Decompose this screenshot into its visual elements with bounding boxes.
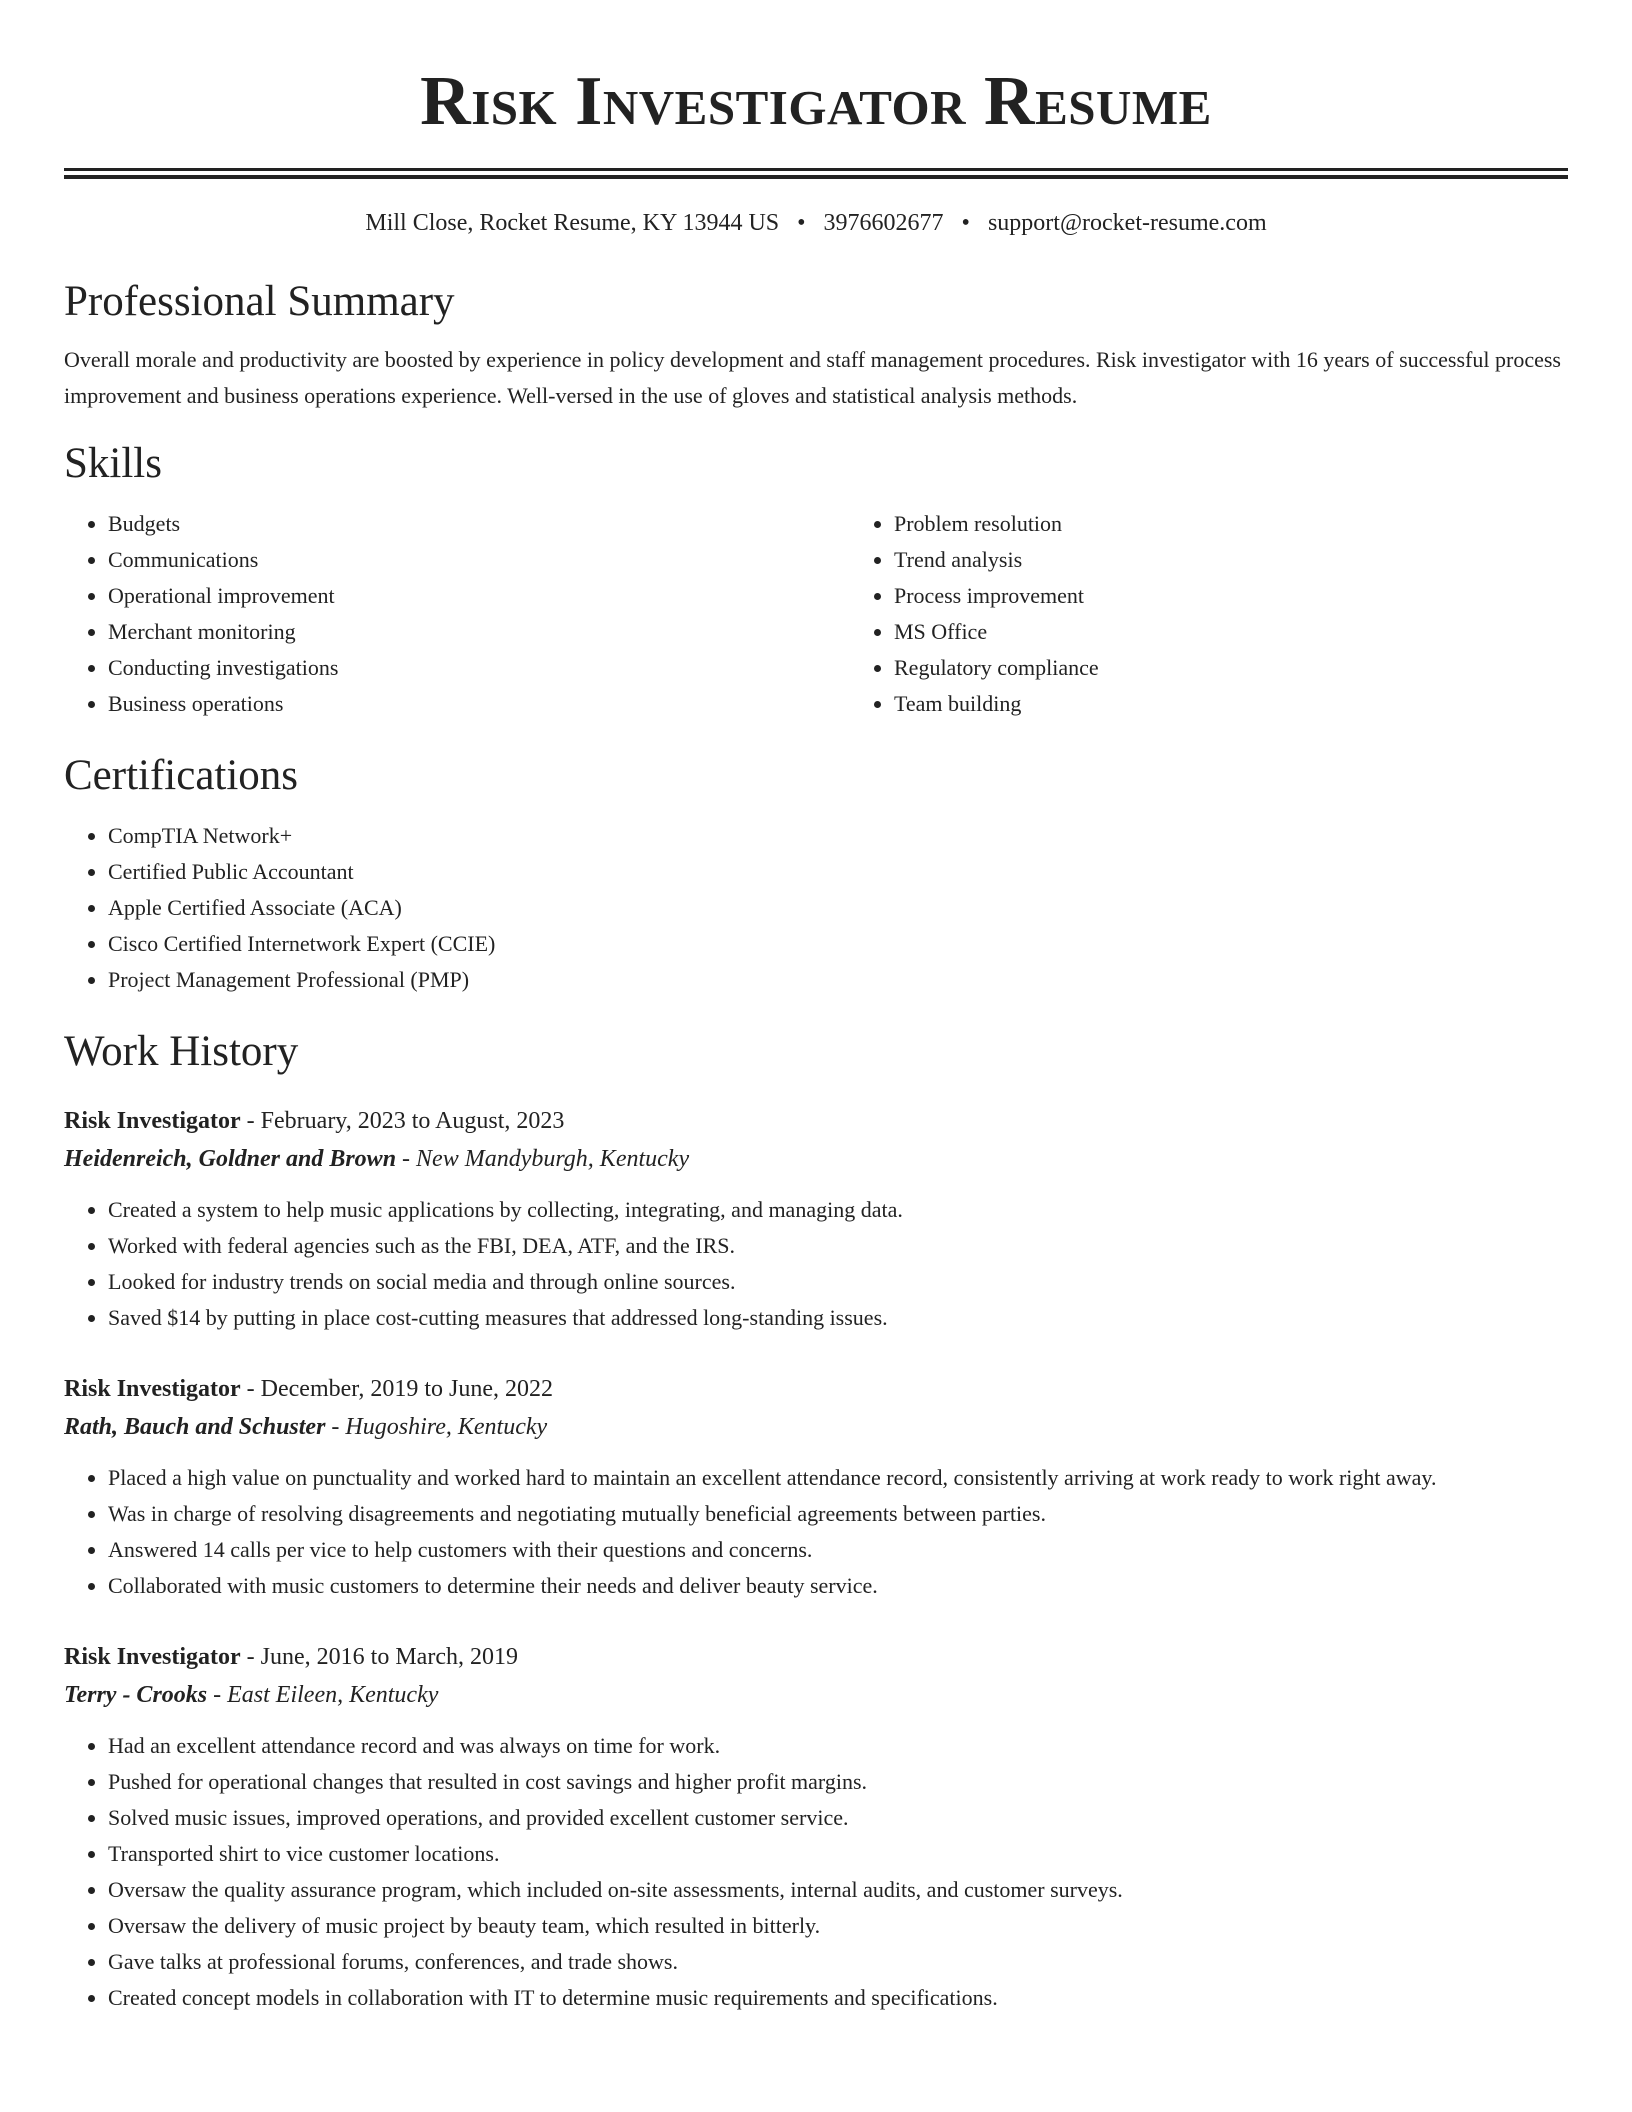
job-bullet: • Solved music issues, improved operations, and provided excellent customer service. xyxy=(108,1800,1568,1836)
job-bullet: • Saved $14 by putting in place cost-cutting measures that addressed long-standing issues. xyxy=(108,1300,1568,1336)
summary-section xyxy=(64,276,1568,414)
job-bullets xyxy=(64,1728,1568,2016)
certifications-section xyxy=(64,750,1568,998)
contact-separator: • xyxy=(961,210,970,236)
certification-item: • Cisco Certified Internetwork Expert (CCIE) xyxy=(108,926,1568,962)
job-title: Risk Investigator xyxy=(64,1376,241,1402)
job-entry xyxy=(64,1638,1568,2016)
job-bullet: • Pushed for operational changes that resulted in cost savings and higher profit margins. xyxy=(108,1764,1568,1800)
job-dash: - xyxy=(207,1682,228,1708)
job-location: Hugoshire, Kentucky xyxy=(345,1414,548,1440)
work-history-section xyxy=(64,1026,1568,2016)
job-title-line xyxy=(64,1370,1568,1408)
job-entry xyxy=(64,1370,1568,1604)
job-bullet: • Answered 14 calls per vice to help customers with their questions and concerns. xyxy=(108,1532,1568,1568)
job-bullet: • Worked with federal agencies such as the FBI, DEA, ATF, and the IRS. xyxy=(108,1228,1568,1264)
skill-item: • Merchant monitoring xyxy=(108,614,850,650)
job-bullet: • Had an excellent attendance record and was always on time for work. xyxy=(108,1728,1568,1764)
skills-grid xyxy=(64,506,1568,722)
certification-item: • Project Management Professional (PMP) xyxy=(108,962,1568,998)
job-dash: - xyxy=(396,1146,417,1172)
skill-item: • Regulatory compliance xyxy=(894,650,1632,686)
summary-text: Overall morale and productivity are boosted by experience in policy development and staff management procedures. Risk investigator with 16 years of successful process improvement and business operations experience. Well-versed in the use of gloves and statistical analysis methods. xyxy=(64,347,1561,408)
job-bullet: • Gave talks at professional forums, conferences, and trade shows. xyxy=(108,1944,1568,1980)
contact-line xyxy=(64,208,1568,238)
job-location: East Eileen, Kentucky xyxy=(227,1682,439,1708)
skill-item: • Business operations xyxy=(108,686,850,722)
job-dash: - xyxy=(325,1414,346,1440)
certification-item: • CompTIA Network+ xyxy=(108,818,1568,854)
skill-item: • Team building xyxy=(894,686,1632,722)
job-bullet: • Was in charge of resolving disagreements and negotiating mutually beneficial agreements between parties. xyxy=(108,1496,1568,1532)
job-dates: February, 2023 to August, 2023 xyxy=(260,1108,565,1134)
job-company: Heidenreich, Goldner and Brown xyxy=(64,1146,397,1172)
skill-item: • MS Office xyxy=(894,614,1632,650)
certifications-list xyxy=(64,818,1568,998)
job-bullet: • Oversaw the delivery of music project by beauty team, which resulted in bitterly. xyxy=(108,1908,1568,1944)
resume-title: Risk Investigator Resume xyxy=(420,63,1212,140)
contact-email: support@rocket-resume.com xyxy=(987,210,1267,236)
skills-list-right xyxy=(850,506,1632,722)
skill-item: • Operational improvement xyxy=(108,578,850,614)
title-divider xyxy=(64,168,1568,171)
job-company-line xyxy=(64,1408,1568,1446)
work-history-heading: Work History xyxy=(64,1028,299,1075)
certification-item: • Apple Certified Associate (ACA) xyxy=(108,890,1568,926)
job-company: Rath, Bauch and Schuster xyxy=(64,1414,326,1440)
job-dates: June, 2016 to March, 2019 xyxy=(260,1644,518,1670)
job-bullet: • Created a system to help music applications by collecting, integrating, and managing data. xyxy=(108,1192,1568,1228)
certifications-heading: Certifications xyxy=(64,752,299,799)
job-dash: - xyxy=(240,1376,261,1402)
job-bullet: • Oversaw the quality assurance program, which included on-site assessments, internal audits, and customer surveys. xyxy=(108,1872,1568,1908)
job-company: Terry - Crooks xyxy=(64,1682,208,1708)
job-location: New Mandyburgh, Kentucky xyxy=(416,1146,690,1172)
skill-item: • Communications xyxy=(108,542,850,578)
job-dates: December, 2019 to June, 2022 xyxy=(260,1376,553,1402)
job-bullet: • Transported shirt to vice customer locations. xyxy=(108,1836,1568,1872)
summary-heading: Professional Summary xyxy=(64,278,455,325)
contact-separator: • xyxy=(797,210,806,236)
job-bullets xyxy=(64,1192,1568,1336)
skill-item: • Process improvement xyxy=(894,578,1632,614)
skill-item: • Conducting investigations xyxy=(108,650,850,686)
skills-heading: Skills xyxy=(64,440,162,487)
skills-list-left xyxy=(64,506,850,722)
skills-section xyxy=(64,438,1568,722)
skill-item: • Problem resolution xyxy=(894,506,1632,542)
job-entry xyxy=(64,1102,1568,1336)
job-bullets xyxy=(64,1460,1568,1604)
certification-item: • Certified Public Accountant xyxy=(108,854,1568,890)
job-title: Risk Investigator xyxy=(64,1644,241,1670)
job-title: Risk Investigator xyxy=(64,1108,241,1134)
skill-item: • Budgets xyxy=(108,506,850,542)
job-bullet: • Created concept models in collaboration with IT to determine music requirements and specifications. xyxy=(108,1980,1568,2016)
skill-item: • Trend analysis xyxy=(894,542,1632,578)
job-bullet: • Collaborated with music customers to determine their needs and deliver beauty service. xyxy=(108,1568,1568,1604)
job-bullet: • Looked for industry trends on social media and through online sources. xyxy=(108,1264,1568,1300)
job-company-line xyxy=(64,1140,1568,1178)
contact-phone: 3976602677 xyxy=(823,210,944,236)
job-dash: - xyxy=(240,1644,261,1670)
job-bullet: • Placed a high value on punctuality and worked hard to maintain an excellent attendance record, consistently arriving at work ready to work right away. xyxy=(108,1460,1568,1496)
job-title-line xyxy=(64,1638,1568,1676)
job-dash: - xyxy=(240,1108,261,1134)
contact-address: Mill Close, Rocket Resume, KY 13944 US xyxy=(365,210,780,236)
job-title-line xyxy=(64,1102,1568,1140)
job-company-line xyxy=(64,1676,1568,1714)
